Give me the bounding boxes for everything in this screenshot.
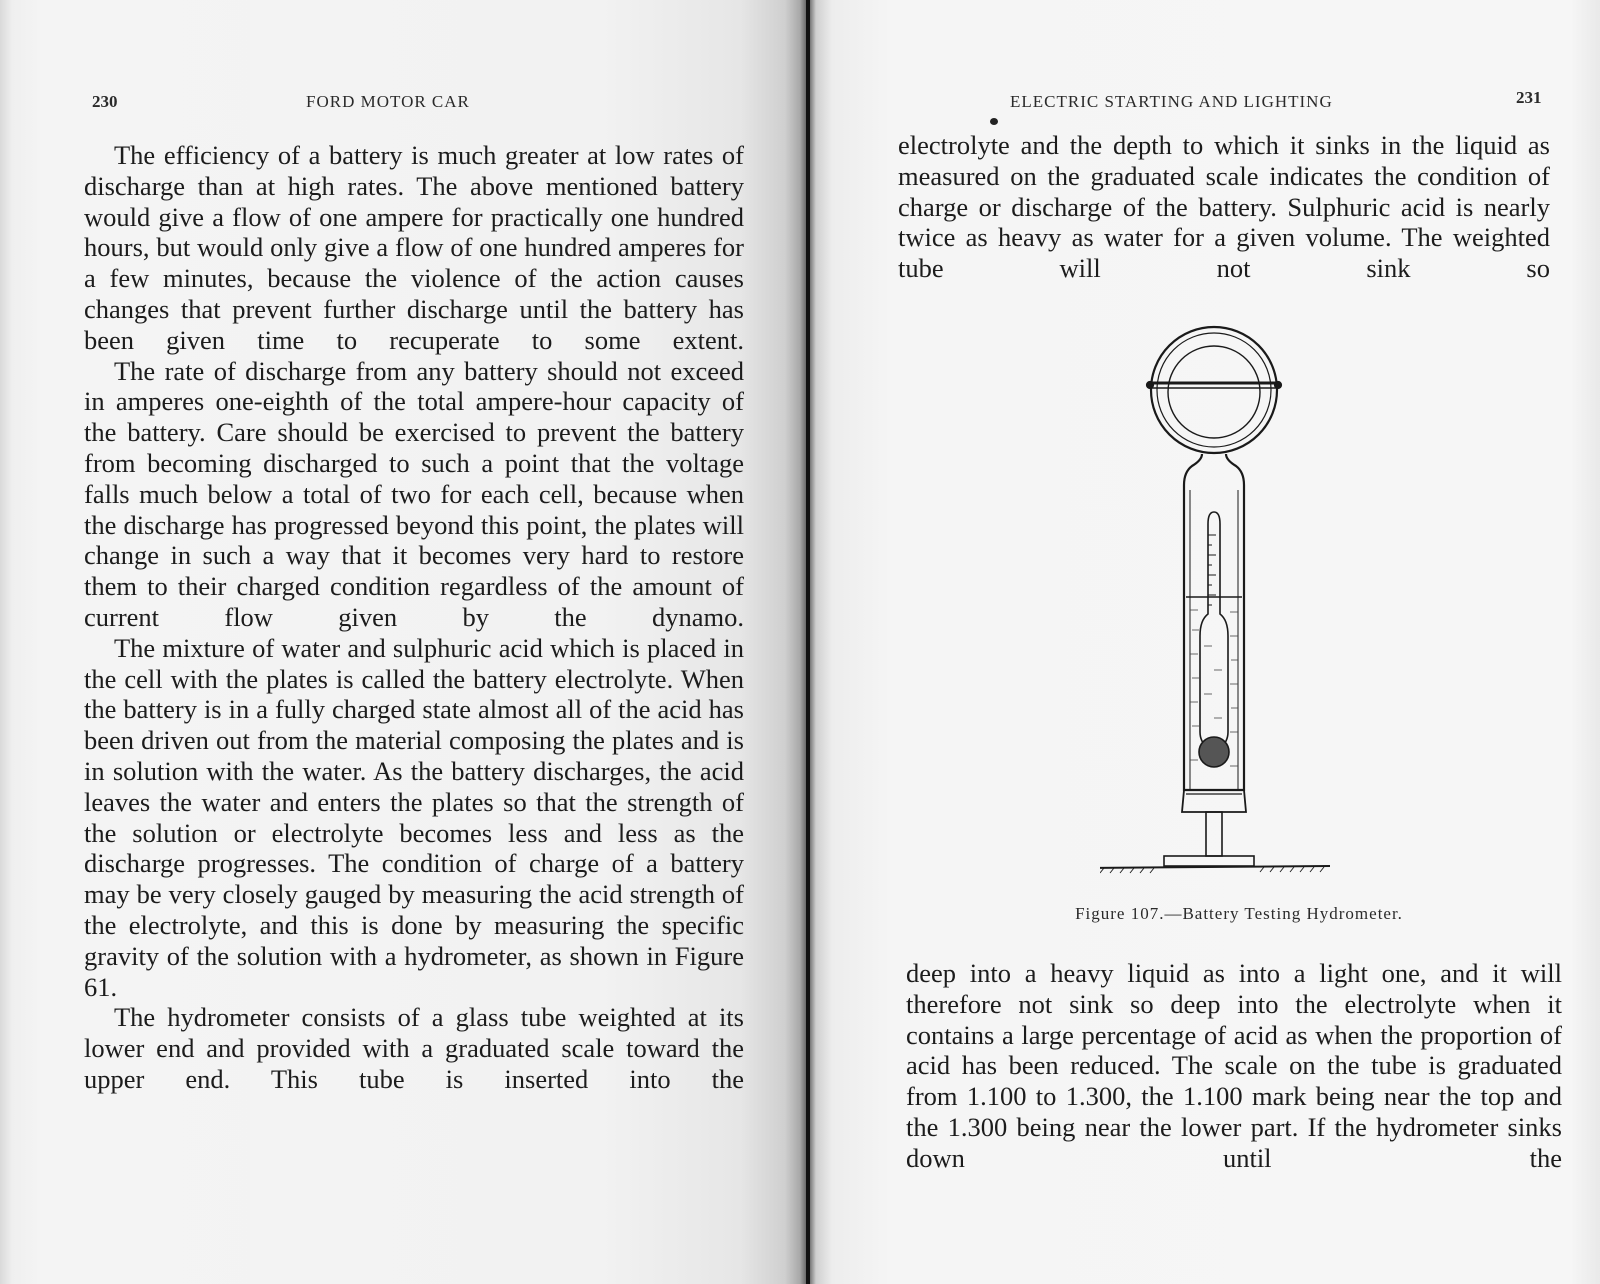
paragraph: The rate of discharge from any battery should not exceed in amperes one-eighth of the total ampere-hour capacity of the battery. Care should be exercised to prevent the battery from becoming discharged to such a point that the voltage falls much below a total of two for each cell, because when the discharge has progressed beyond this point, the plates will change in such a way that it becomes very hard to restore them to their charged condition regardless of the amount of current flow given by the dynamo. (84, 355, 744, 632)
paragraph: deep into a heavy liquid as into a light one, and it will therefore not sink so deep into the electrolyte when it contains a large percentage of acid as when the proportion of acid has been reduced. The scale on the tube is graduated from 1.100 to 1.300, the 1.100 mark being near the top and the 1.300 being near the lower part. If the hydrometer sinks down until the (906, 958, 1562, 1173)
ink-speck (990, 118, 998, 125)
paragraph: electrolyte and the depth to which it sinks in the liquid as measured on the graduated scale indicates the condition of charge or discharge of the battery. Sulphuric acid is nearly twice as heavy as water for a given volume. The weighted tube will not sink so (898, 130, 1550, 284)
left-body-text (84, 140, 744, 1095)
left-page-number: 230 (92, 92, 118, 111)
paragraph: The mixture of water and sulphuric acid which is placed in the cell with the plates is called the battery electrolyte. When the battery is in a fully charged state almost all of the acid has been driven out from the material composing the plates and is in solution with the water. As the battery discharges, the acid leaves the water and enters the plates so that the strength of the solution or electrolyte becomes less and less as the discharge progresses. The condition of charge of a battery may be very closely gauged by measuring the acid strength of the electrolyte, and this is done by measuring the specific gravity of the solution with a hydrometer, as shown in Figure 61. (84, 632, 744, 1002)
paragraph: The efficiency of a battery is much greater at low rates of discharge than at high rates. The above mentioned battery would give a flow of one ampere for practically one hundred hours, but would only give a flow of one hundred amperes for a few minutes, because the violence of the action causes changes that prevent further discharge until the battery has been given time to recuperate to some extent. (84, 140, 744, 355)
right-page-number: 231 (1516, 88, 1542, 107)
right-top-text (898, 130, 1550, 284)
right-bottom-text (906, 958, 1562, 1174)
right-running-head: ELECTRIC STARTING AND LIGHTING (1010, 92, 1333, 111)
paragraph: The hydrometer consists of a glass tube weighted at its lower end and provided with a graduated scale toward the upper end. This tube is inserted into the (84, 1002, 744, 1094)
figure-caption: Figure 107.—Battery Testing Hydrometer. (1075, 904, 1403, 923)
hydrometer-illustration (1100, 320, 1360, 900)
left-running-head: FORD MOTOR CAR (306, 92, 470, 111)
